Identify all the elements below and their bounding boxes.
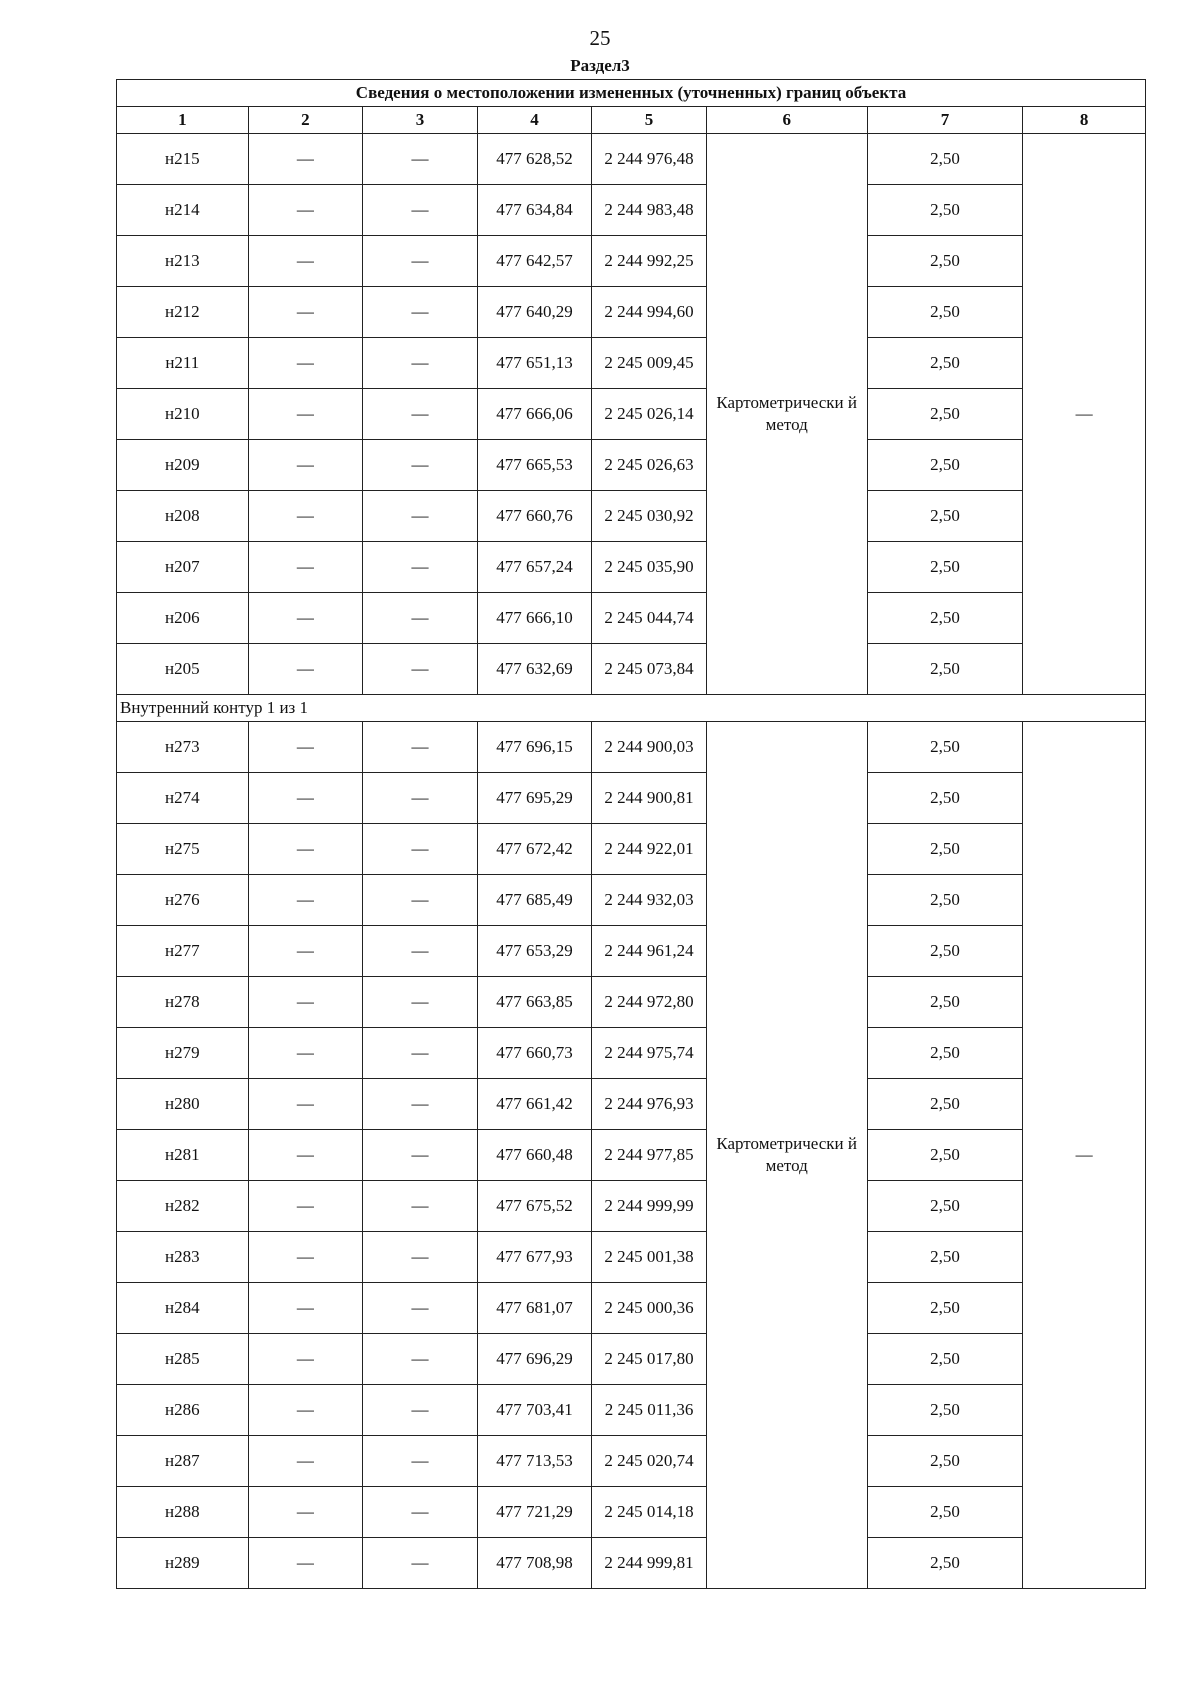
section-title: Раздел3 <box>570 56 630 75</box>
column-3-cell: — <box>363 1079 478 1130</box>
accuracy-cell: 2,50 <box>867 491 1023 542</box>
table-row <box>117 773 1146 824</box>
table-body <box>117 134 1146 1589</box>
column-2-cell: — <box>248 593 363 644</box>
table-row <box>117 440 1146 491</box>
point-cell: н206 <box>117 593 249 644</box>
column-2-cell: — <box>248 722 363 773</box>
x-coordinate-cell: 477 665,53 <box>477 440 592 491</box>
table-row <box>117 287 1146 338</box>
accuracy-cell: 2,50 <box>867 1487 1023 1538</box>
y-coordinate-cell: 2 245 014,18 <box>592 1487 707 1538</box>
accuracy-cell: 2,50 <box>867 1385 1023 1436</box>
accuracy-cell: 2,50 <box>867 644 1023 695</box>
column-3-cell: — <box>363 1334 478 1385</box>
x-coordinate-cell: 477 653,29 <box>477 926 592 977</box>
column-3-cell: — <box>363 389 478 440</box>
column-3-cell: — <box>363 926 478 977</box>
column-number: 2 <box>248 107 363 134</box>
table-row <box>117 1538 1146 1589</box>
point-cell: н288 <box>117 1487 249 1538</box>
method-cell: Картометрически й метод <box>706 134 867 695</box>
point-cell: н205 <box>117 644 249 695</box>
column-3-cell: — <box>363 236 478 287</box>
column-number: 3 <box>363 107 478 134</box>
x-coordinate-cell: 477 713,53 <box>477 1436 592 1487</box>
point-cell: н289 <box>117 1538 249 1589</box>
point-cell: н277 <box>117 926 249 977</box>
y-coordinate-cell: 2 245 011,36 <box>592 1385 707 1436</box>
column-number-row <box>117 107 1146 134</box>
point-cell: н287 <box>117 1436 249 1487</box>
y-coordinate-cell: 2 245 017,80 <box>592 1334 707 1385</box>
column-2-cell: — <box>248 824 363 875</box>
table-row <box>117 722 1146 773</box>
accuracy-cell: 2,50 <box>867 926 1023 977</box>
column-2-cell: — <box>248 1538 363 1589</box>
y-coordinate-cell: 2 245 000,36 <box>592 1283 707 1334</box>
column-3-cell: — <box>363 1385 478 1436</box>
column-3-cell: — <box>363 875 478 926</box>
column-2-cell: — <box>248 287 363 338</box>
column-3-cell: — <box>363 773 478 824</box>
column-3-cell: — <box>363 1538 478 1589</box>
accuracy-cell: 2,50 <box>867 1079 1023 1130</box>
y-coordinate-cell: 2 245 073,84 <box>592 644 707 695</box>
method-cell: Картометрически й метод <box>706 722 867 1589</box>
point-cell: н278 <box>117 977 249 1028</box>
column-2-cell: — <box>248 338 363 389</box>
column-2-cell: — <box>248 440 363 491</box>
table-row <box>117 1436 1146 1487</box>
column-2-cell: — <box>248 773 363 824</box>
column-number: 6 <box>706 107 867 134</box>
y-coordinate-cell: 2 244 900,03 <box>592 722 707 773</box>
point-cell: н207 <box>117 542 249 593</box>
column-3-cell: — <box>363 1130 478 1181</box>
column-3-cell: — <box>363 1232 478 1283</box>
x-coordinate-cell: 477 634,84 <box>477 185 592 236</box>
accuracy-cell: 2,50 <box>867 185 1023 236</box>
x-coordinate-cell: 477 657,24 <box>477 542 592 593</box>
column-3-cell: — <box>363 1283 478 1334</box>
column-3-cell: — <box>363 440 478 491</box>
x-coordinate-cell: 477 703,41 <box>477 1385 592 1436</box>
column-3-cell: — <box>363 644 478 695</box>
accuracy-cell: 2,50 <box>867 824 1023 875</box>
x-coordinate-cell: 477 632,69 <box>477 644 592 695</box>
x-coordinate-cell: 477 660,76 <box>477 491 592 542</box>
x-coordinate-cell: 477 640,29 <box>477 287 592 338</box>
column-3-cell: — <box>363 542 478 593</box>
x-coordinate-cell: 477 660,48 <box>477 1130 592 1181</box>
y-coordinate-cell: 2 244 900,81 <box>592 773 707 824</box>
column-3-cell: — <box>363 977 478 1028</box>
column-2-cell: — <box>248 1028 363 1079</box>
column-3-cell: — <box>363 593 478 644</box>
y-coordinate-cell: 2 245 044,74 <box>592 593 707 644</box>
accuracy-cell: 2,50 <box>867 773 1023 824</box>
column-number: 7 <box>867 107 1023 134</box>
x-coordinate-cell: 477 660,73 <box>477 1028 592 1079</box>
x-coordinate-cell: 477 642,57 <box>477 236 592 287</box>
table-row <box>117 338 1146 389</box>
x-coordinate-cell: 477 721,29 <box>477 1487 592 1538</box>
y-coordinate-cell: 2 244 922,01 <box>592 824 707 875</box>
accuracy-cell: 2,50 <box>867 1028 1023 1079</box>
x-coordinate-cell: 477 666,10 <box>477 593 592 644</box>
column-2-cell: — <box>248 1232 363 1283</box>
accuracy-cell: 2,50 <box>867 389 1023 440</box>
x-coordinate-cell: 477 677,93 <box>477 1232 592 1283</box>
column-3-cell: — <box>363 824 478 875</box>
accuracy-cell: 2,50 <box>867 1232 1023 1283</box>
column-2-cell: — <box>248 926 363 977</box>
table-row <box>117 1130 1146 1181</box>
x-coordinate-cell: 477 628,52 <box>477 134 592 185</box>
column-3-cell: — <box>363 185 478 236</box>
accuracy-cell: 2,50 <box>867 1538 1023 1589</box>
x-coordinate-cell: 477 675,52 <box>477 1181 592 1232</box>
table-row <box>117 1181 1146 1232</box>
accuracy-cell: 2,50 <box>867 875 1023 926</box>
column-3-cell: — <box>363 491 478 542</box>
table-row <box>117 1385 1146 1436</box>
column-2-cell: — <box>248 1436 363 1487</box>
y-coordinate-cell: 2 244 983,48 <box>592 185 707 236</box>
point-cell: н281 <box>117 1130 249 1181</box>
column-2-cell: — <box>248 185 363 236</box>
y-coordinate-cell: 2 244 961,24 <box>592 926 707 977</box>
column-number: 8 <box>1023 107 1146 134</box>
x-coordinate-cell: 477 666,06 <box>477 389 592 440</box>
y-coordinate-cell: 2 245 020,74 <box>592 1436 707 1487</box>
point-cell: н282 <box>117 1181 249 1232</box>
table-row <box>117 236 1146 287</box>
column-3-cell: — <box>363 1028 478 1079</box>
y-coordinate-cell: 2 244 976,93 <box>592 1079 707 1130</box>
accuracy-cell: 2,50 <box>867 1130 1023 1181</box>
column-2-cell: — <box>248 644 363 695</box>
accuracy-cell: 2,50 <box>867 440 1023 491</box>
point-cell: н286 <box>117 1385 249 1436</box>
column-2-cell: — <box>248 389 363 440</box>
point-cell: н280 <box>117 1079 249 1130</box>
x-coordinate-cell: 477 651,13 <box>477 338 592 389</box>
point-cell: н215 <box>117 134 249 185</box>
column-2-cell: — <box>248 875 363 926</box>
x-coordinate-cell: 477 663,85 <box>477 977 592 1028</box>
column-number: 4 <box>477 107 592 134</box>
y-coordinate-cell: 2 244 999,99 <box>592 1181 707 1232</box>
y-coordinate-cell: 2 244 992,25 <box>592 236 707 287</box>
y-coordinate-cell: 2 245 030,92 <box>592 491 707 542</box>
column-8-cell: — <box>1023 722 1146 1589</box>
accuracy-cell: 2,50 <box>867 542 1023 593</box>
table-row <box>117 875 1146 926</box>
point-cell: н211 <box>117 338 249 389</box>
table-row <box>117 593 1146 644</box>
y-coordinate-cell: 2 245 026,14 <box>592 389 707 440</box>
accuracy-cell: 2,50 <box>867 1334 1023 1385</box>
x-coordinate-cell: 477 685,49 <box>477 875 592 926</box>
table-row <box>117 389 1146 440</box>
contour-label: Внутренний контур 1 из 1 <box>117 695 1146 722</box>
column-2-cell: — <box>248 1487 363 1538</box>
column-2-cell: — <box>248 236 363 287</box>
x-coordinate-cell: 477 672,42 <box>477 824 592 875</box>
column-2-cell: — <box>248 1283 363 1334</box>
column-2-cell: — <box>248 1181 363 1232</box>
page-number: 25 <box>589 26 611 50</box>
table-row <box>117 491 1146 542</box>
accuracy-cell: 2,50 <box>867 722 1023 773</box>
table-row <box>117 134 1146 185</box>
x-coordinate-cell: 477 708,98 <box>477 1538 592 1589</box>
column-2-cell: — <box>248 1385 363 1436</box>
point-cell: н274 <box>117 773 249 824</box>
table-row <box>117 926 1146 977</box>
contour-label-row <box>117 695 1146 722</box>
table-row <box>117 1079 1146 1130</box>
column-8-cell: — <box>1023 134 1146 695</box>
point-cell: н273 <box>117 722 249 773</box>
y-coordinate-cell: 2 245 035,90 <box>592 542 707 593</box>
point-cell: н279 <box>117 1028 249 1079</box>
accuracy-cell: 2,50 <box>867 1283 1023 1334</box>
y-coordinate-cell: 2 244 999,81 <box>592 1538 707 1589</box>
accuracy-cell: 2,50 <box>867 236 1023 287</box>
x-coordinate-cell: 477 661,42 <box>477 1079 592 1130</box>
point-cell: н212 <box>117 287 249 338</box>
y-coordinate-cell: 2 245 009,45 <box>592 338 707 389</box>
table-row <box>117 1232 1146 1283</box>
column-2-cell: — <box>248 491 363 542</box>
table-row <box>117 644 1146 695</box>
column-number: 1 <box>117 107 249 134</box>
point-cell: н285 <box>117 1334 249 1385</box>
column-2-cell: — <box>248 1334 363 1385</box>
column-3-cell: — <box>363 134 478 185</box>
point-cell: н208 <box>117 491 249 542</box>
point-cell: н275 <box>117 824 249 875</box>
point-cell: н284 <box>117 1283 249 1334</box>
column-2-cell: — <box>248 1079 363 1130</box>
y-coordinate-cell: 2 244 994,60 <box>592 287 707 338</box>
accuracy-cell: 2,50 <box>867 977 1023 1028</box>
accuracy-cell: 2,50 <box>867 338 1023 389</box>
table-row <box>117 185 1146 236</box>
y-coordinate-cell: 2 245 001,38 <box>592 1232 707 1283</box>
table-row <box>117 1487 1146 1538</box>
table-row <box>117 542 1146 593</box>
column-2-cell: — <box>248 1130 363 1181</box>
point-cell: н213 <box>117 236 249 287</box>
table-row <box>117 977 1146 1028</box>
column-number: 5 <box>592 107 707 134</box>
accuracy-cell: 2,50 <box>867 134 1023 185</box>
point-cell: н214 <box>117 185 249 236</box>
table-caption: Сведения о местоположении измененных (уточненных) границ объекта <box>117 80 1146 107</box>
point-cell: н276 <box>117 875 249 926</box>
y-coordinate-cell: 2 244 932,03 <box>592 875 707 926</box>
column-2-cell: — <box>248 134 363 185</box>
accuracy-cell: 2,50 <box>867 1436 1023 1487</box>
y-coordinate-cell: 2 244 977,85 <box>592 1130 707 1181</box>
table-row <box>117 1028 1146 1079</box>
point-cell: н210 <box>117 389 249 440</box>
column-3-cell: — <box>363 1487 478 1538</box>
y-coordinate-cell: 2 244 972,80 <box>592 977 707 1028</box>
point-cell: н283 <box>117 1232 249 1283</box>
y-coordinate-cell: 2 244 975,74 <box>592 1028 707 1079</box>
table-row <box>117 1283 1146 1334</box>
x-coordinate-cell: 477 695,29 <box>477 773 592 824</box>
x-coordinate-cell: 477 696,29 <box>477 1334 592 1385</box>
point-cell: н209 <box>117 440 249 491</box>
y-coordinate-cell: 2 245 026,63 <box>592 440 707 491</box>
accuracy-cell: 2,50 <box>867 1181 1023 1232</box>
column-3-cell: — <box>363 287 478 338</box>
y-coordinate-cell: 2 244 976,48 <box>592 134 707 185</box>
column-3-cell: — <box>363 338 478 389</box>
column-3-cell: — <box>363 722 478 773</box>
x-coordinate-cell: 477 681,07 <box>477 1283 592 1334</box>
table-row <box>117 1334 1146 1385</box>
x-coordinate-cell: 477 696,15 <box>477 722 592 773</box>
coordinates-table <box>116 79 1146 1589</box>
column-3-cell: — <box>363 1436 478 1487</box>
table-row <box>117 824 1146 875</box>
accuracy-cell: 2,50 <box>867 287 1023 338</box>
column-3-cell: — <box>363 1181 478 1232</box>
column-2-cell: — <box>248 542 363 593</box>
accuracy-cell: 2,50 <box>867 593 1023 644</box>
column-2-cell: — <box>248 977 363 1028</box>
